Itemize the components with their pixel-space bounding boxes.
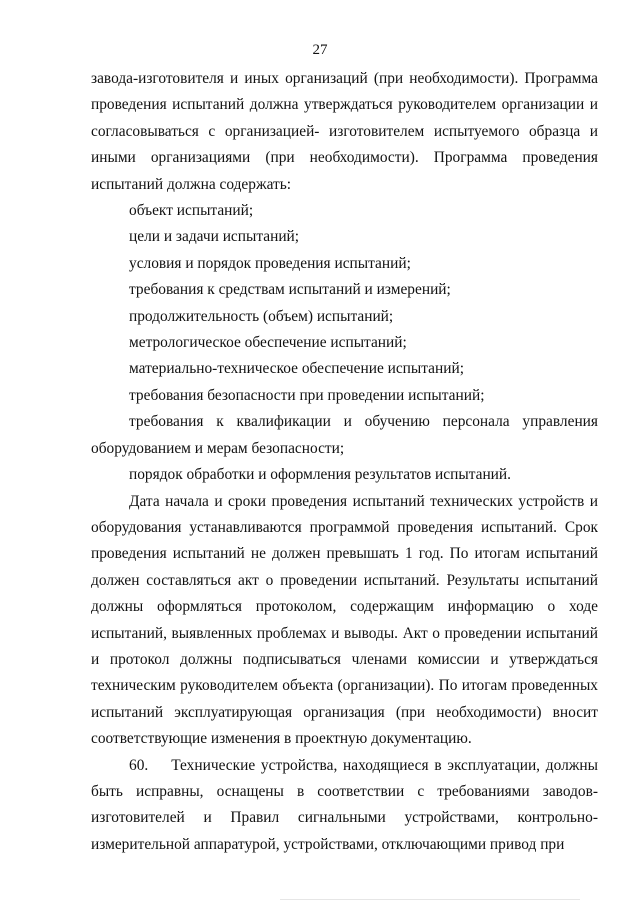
list-item-test-object: объект испытаний; xyxy=(129,202,254,220)
list-item-material-support: материально-техническое обеспечение испытаний; xyxy=(129,360,464,378)
list-item-metrology: метрологическое обеспечение испытаний; xyxy=(129,334,407,352)
list-item-results-processing: порядок обработки и оформления результатов испытаний. xyxy=(129,466,512,484)
list-item-goals: цели и задачи испытаний; xyxy=(129,228,300,246)
paragraph-clause-60: 60. Технические устройства, находящиеся в эксплуатации, должны быть исправны, оснащены в соответствии с требованиями заводов-изготовителей и Правил сигнальными устройствами, контрольно-измерительной аппаратурой, устройствами, отключающими привод при xyxy=(91,756,598,853)
list-item-test-means: требования к средствам испытаний и измерений; xyxy=(129,281,451,299)
scan-edge-line xyxy=(280,899,580,900)
list-item-safety: требования безопасности при проведении испытаний; xyxy=(129,386,485,404)
list-item-conditions: условия и порядок проведения испытаний; xyxy=(129,254,411,272)
page-number: 27 xyxy=(312,42,328,58)
document-body xyxy=(91,66,598,858)
list-item-qualification: требования к квалификации и обучению персонала управления оборудованием и мерам безопасности; xyxy=(91,413,598,457)
paragraph-test-dates: Дата начала и сроки проведения испытаний технических устройств и оборудования устанавливаются программой проведения испытаний. Срок проведения испытаний не должен превышать 1 год. По итогам испытаний должен составляться акт о проведении испытаний. Результаты испытаний должны оформляться протоколом, содержащим информацию о ходе испытаний, выявленных проблемах и выводы. Акт о проведении испытаний и протокол должны подписываться членами комиссии и утверждаться техническим руководителем объекта (организации). По итогам проведенных испытаний эксплуатирующая организация (при необходимости) вносит соответствующие изменения в проектную документацию. xyxy=(91,492,598,748)
paragraph-continuation: завода-изготовителя и иных организаций (при необходимости). Программа проведения испытаний должна утверждаться руководителем организации и согласовываться с организацией- изготовителем испытуемого образца и иными организациями (при необходимости). Программа проведения испытаний должна содержать: xyxy=(91,70,598,193)
list-item-duration: продолжительность (объем) испытаний; xyxy=(129,307,394,325)
